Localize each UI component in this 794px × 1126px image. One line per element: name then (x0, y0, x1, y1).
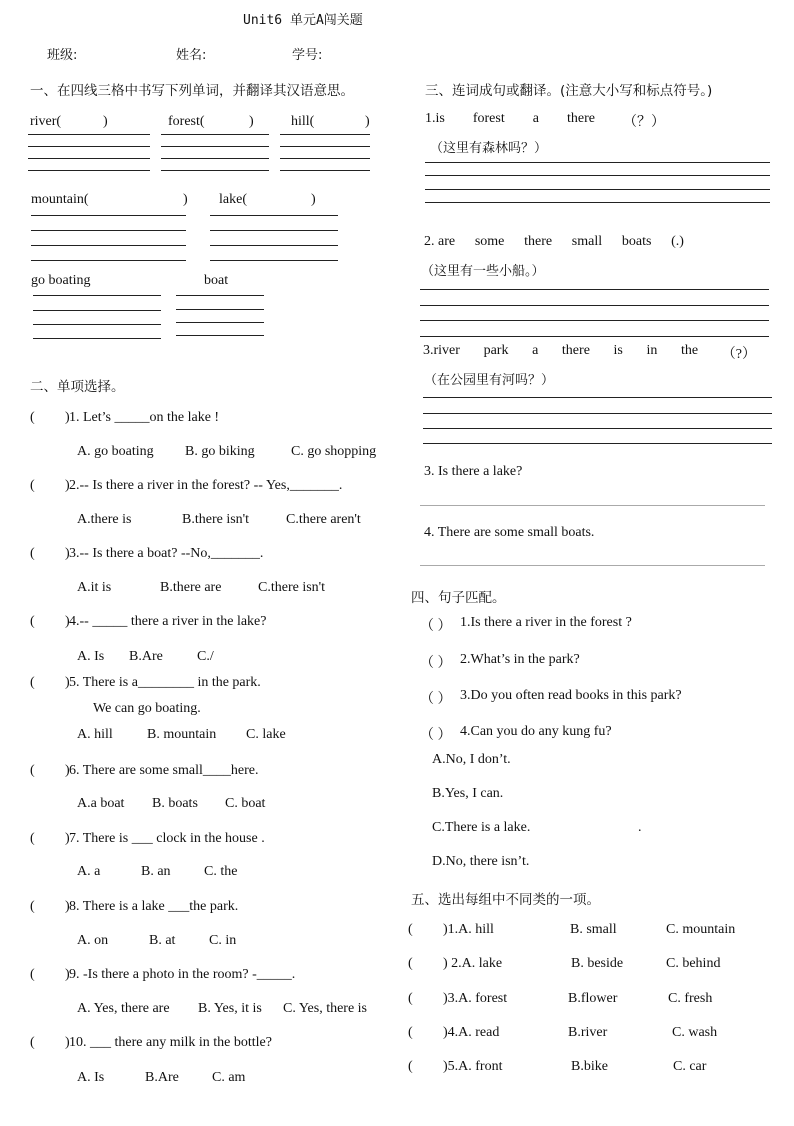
odd-item-a: ) 2.A. lake (443, 956, 503, 971)
option[interactable]: C. Yes, there is (283, 1001, 368, 1016)
page-title: Unit6 单元A闯关题 (243, 13, 363, 28)
scramble-hint: （这里有一些小船。） (421, 264, 545, 279)
answer-paren: ) (65, 1035, 70, 1050)
translate-3: 3. Is there a lake? (424, 464, 523, 479)
close-paren: ) (365, 114, 370, 129)
option[interactable]: C.there aren't (286, 512, 361, 527)
question-text: 7. There is ___ clock in the house . (69, 831, 265, 846)
writing-line (210, 245, 338, 246)
scramble-word: forest (472, 111, 505, 126)
writing-line (28, 146, 150, 147)
option[interactable]: C. in (209, 933, 237, 948)
odd-item-a: )1.A. hill (443, 922, 494, 937)
answer-paren[interactable]: ( (408, 956, 413, 971)
odd-item-c: C. wash (672, 1025, 718, 1040)
word-river: river( (30, 114, 62, 129)
writing-line (28, 134, 150, 135)
scramble-word: some (474, 234, 505, 249)
answer-paren[interactable]: ( (408, 1059, 413, 1074)
option[interactable]: A. a (77, 864, 101, 879)
scramble-word: a (532, 343, 539, 358)
word-go-boating: go boating (31, 273, 91, 288)
writing-line (161, 134, 269, 135)
answer-paren[interactable]: ( (30, 899, 35, 914)
word-forest: forest( (168, 114, 205, 129)
odd-item-a: )4.A. read (443, 1025, 500, 1040)
answer-paren[interactable]: ( (30, 831, 35, 846)
word-mountain: mountain( (31, 192, 89, 207)
question-text: 3.-- Is there a boat? --No,_______. (69, 546, 264, 561)
option[interactable]: A. Is (77, 1070, 105, 1085)
odd-item-b: B.flower (568, 991, 618, 1006)
option[interactable]: A. Yes, there are (77, 1001, 170, 1016)
scramble-word: small (571, 234, 603, 249)
option[interactable]: C.there isn't (258, 580, 326, 595)
close-paren: ) (103, 114, 108, 129)
question-text: 9. -Is there a photo in the room? -_____. (69, 967, 296, 982)
answer-line (423, 443, 772, 444)
option[interactable]: A. go boating (77, 444, 154, 459)
answer-bracket[interactable]: （ ） (420, 656, 452, 671)
question-text: 10. ___ there any milk in the bottle? (69, 1035, 272, 1050)
writing-line (210, 260, 338, 261)
answer-line (420, 505, 765, 506)
writing-line (210, 230, 338, 231)
writing-line (280, 146, 370, 147)
section4-heading: 四、句子匹配。 (411, 590, 506, 606)
scramble-3 (423, 343, 756, 363)
odd-item-c: C. car (673, 1059, 707, 1074)
writing-line (176, 335, 264, 336)
option[interactable]: C. lake (246, 727, 286, 742)
answer-line (420, 320, 769, 321)
option[interactable]: B.Are (129, 649, 163, 664)
option[interactable]: B.there isn't (182, 512, 250, 527)
answer-paren[interactable]: ( (30, 410, 35, 425)
scramble-word: there (524, 234, 553, 249)
translate-4: 4. There are some small boats. (424, 525, 595, 540)
answer-line (425, 162, 770, 163)
odd-item-c: C. mountain (666, 922, 736, 937)
odd-item-b: B. small (570, 922, 617, 937)
close-paren: ) (311, 192, 316, 207)
match-question: 4.Can you do any kung fu? (460, 724, 612, 739)
option[interactable]: A.there is (77, 512, 132, 527)
scramble-word: the (681, 343, 699, 358)
option[interactable]: B. an (141, 864, 171, 879)
close-paren: ) (183, 192, 188, 207)
writing-line (210, 215, 338, 216)
answer-paren[interactable]: ( (30, 1035, 35, 1050)
scramble-word: there (567, 111, 595, 126)
scramble-word: park (483, 343, 509, 358)
answer-line (423, 413, 772, 414)
writing-line (161, 158, 269, 159)
answer-line (420, 336, 769, 337)
answer-paren[interactable]: ( (408, 922, 413, 937)
answer-paren: ) (65, 546, 70, 561)
question-text: 8. There is a lake ___the park. (69, 899, 239, 914)
match-question: 2.What’s in the park? (460, 652, 580, 667)
answer-paren[interactable]: ( (30, 763, 35, 778)
question-text: 4.-- _____ there a river in the lake? (69, 614, 267, 629)
option[interactable]: C. am (212, 1070, 246, 1085)
writing-line (176, 322, 264, 323)
answer-bracket[interactable]: （ ） (420, 692, 452, 707)
answer-paren[interactable]: ( (30, 675, 35, 690)
section5-heading: 五、选出每组中不同类的一项。 (411, 892, 600, 908)
answer-paren[interactable]: ( (30, 546, 35, 561)
option[interactable]: B.Are (145, 1070, 179, 1085)
option[interactable]: B. Yes, it is (198, 1001, 262, 1016)
option[interactable]: C. the (204, 864, 238, 879)
odd-item-c: C. fresh (668, 991, 713, 1006)
writing-line (31, 230, 186, 231)
number-label: 学号: (292, 48, 323, 63)
option[interactable]: B. boats (152, 796, 198, 811)
answer-paren[interactable]: ( (30, 614, 35, 629)
option[interactable]: A.a boat (77, 796, 125, 811)
odd-item-c: C. behind (666, 956, 721, 971)
writing-line (280, 134, 370, 135)
match-question: 1.Is there a river in the forest ? (460, 615, 632, 630)
writing-line (176, 309, 264, 310)
option[interactable]: C. go shopping (291, 444, 377, 459)
class-label: 班级: (47, 48, 78, 63)
option[interactable]: B. mountain (147, 727, 217, 742)
close-paren: ) (249, 114, 254, 129)
scramble-word: 2. are (424, 234, 456, 249)
question-text: 6. There are some small____here. (69, 763, 259, 778)
odd-item-a: )3.A. forest (443, 991, 508, 1006)
answer-paren: ) (65, 614, 70, 629)
answer-bracket[interactable]: （ ） (420, 619, 452, 634)
scramble-2 (424, 234, 684, 250)
writing-line (161, 146, 269, 147)
match-answer: C.There is a lake. (432, 820, 531, 835)
option[interactable]: B.there are (160, 580, 222, 595)
writing-line (28, 158, 150, 159)
scramble-word: （?） (721, 347, 756, 362)
answer-line (425, 202, 770, 203)
writing-line (33, 338, 161, 339)
writing-line (161, 170, 269, 171)
writing-line (31, 245, 186, 246)
answer-line (420, 565, 765, 566)
option[interactable]: A. Is (77, 649, 105, 664)
answer-line (423, 397, 772, 398)
scramble-word: （？） (623, 115, 665, 130)
writing-line (33, 310, 161, 311)
answer-paren: ) (65, 410, 70, 425)
answer-paren[interactable]: ( (30, 478, 35, 493)
word-boat: boat (204, 273, 229, 288)
scramble-1 (425, 111, 665, 131)
odd-item-b: B. beside (571, 956, 624, 971)
option[interactable]: B. go biking (185, 444, 255, 459)
option[interactable]: C./ (197, 649, 214, 664)
odd-item-a: )5.A. front (443, 1059, 503, 1074)
section1-heading: 一、在四线三格中书写下列单词，并翻译其汉语意思。 (30, 83, 354, 99)
word-lake: lake( (219, 192, 247, 207)
option[interactable]: A. on (77, 933, 109, 948)
question-text: 1. Let’s _____on the lake ! (69, 410, 220, 425)
question-text: 2.-- Is there a river in the forest? -- Yes,_______. (69, 478, 343, 493)
answer-paren: ) (65, 478, 70, 493)
answer-paren: ) (65, 899, 70, 914)
stray-dot: . (638, 820, 642, 835)
scramble-word: there (561, 343, 590, 358)
match-question: 3.Do you often read books in this park? (460, 688, 682, 703)
name-label: 姓名: (176, 48, 207, 63)
writing-line (33, 324, 161, 325)
scramble-word: (.) (671, 234, 684, 249)
scramble-hint: （在公园里有河吗？） (424, 373, 555, 388)
writing-line (176, 295, 264, 296)
odd-item-b: B.bike (571, 1059, 608, 1074)
option[interactable]: C. boat (225, 796, 266, 811)
answer-paren: ) (65, 675, 70, 690)
option[interactable]: A.it is (77, 580, 112, 595)
answer-paren: ) (65, 831, 70, 846)
answer-paren: ) (65, 763, 70, 778)
answer-paren[interactable]: ( (30, 967, 35, 982)
answer-line (425, 189, 770, 190)
question-text: 5. There is a________ in the park. (69, 675, 261, 690)
writing-line (28, 170, 150, 171)
answer-line (420, 289, 769, 290)
answer-bracket[interactable]: （ ） (420, 728, 452, 743)
scramble-hint: （这里有森林吗？） (430, 141, 548, 156)
answer-paren[interactable]: ( (408, 991, 413, 1006)
scramble-word: boats (621, 234, 652, 249)
scramble-word: 1.is (425, 111, 445, 126)
section2-heading: 二、单项选择。 (30, 379, 125, 395)
section3-heading: 三、连词成句或翻译。(注意大小写和标点符号。) (425, 83, 713, 99)
answer-line (420, 305, 769, 306)
writing-line (31, 215, 186, 216)
writing-line (33, 295, 161, 296)
scramble-word: a (532, 111, 539, 126)
scramble-word: 3.river (423, 343, 460, 358)
match-answer: D.No, there isn’t. (432, 854, 530, 869)
match-answer: B.Yes, I can. (432, 786, 504, 801)
scramble-word: is (613, 343, 623, 358)
option[interactable]: B. at (149, 933, 176, 948)
word-hill: hill( (291, 114, 315, 129)
odd-item-b: B.river (568, 1025, 608, 1040)
scramble-word: in (646, 343, 658, 358)
writing-line (280, 158, 370, 159)
question-text: We can go boating. (93, 701, 201, 716)
writing-line (31, 260, 186, 261)
writing-line (280, 170, 370, 171)
answer-paren[interactable]: ( (408, 1025, 413, 1040)
answer-paren: ) (65, 967, 70, 982)
match-answer: A.No, I don’t. (432, 752, 511, 767)
answer-line (425, 175, 770, 176)
option[interactable]: A. hill (77, 727, 113, 742)
answer-line (423, 428, 772, 429)
